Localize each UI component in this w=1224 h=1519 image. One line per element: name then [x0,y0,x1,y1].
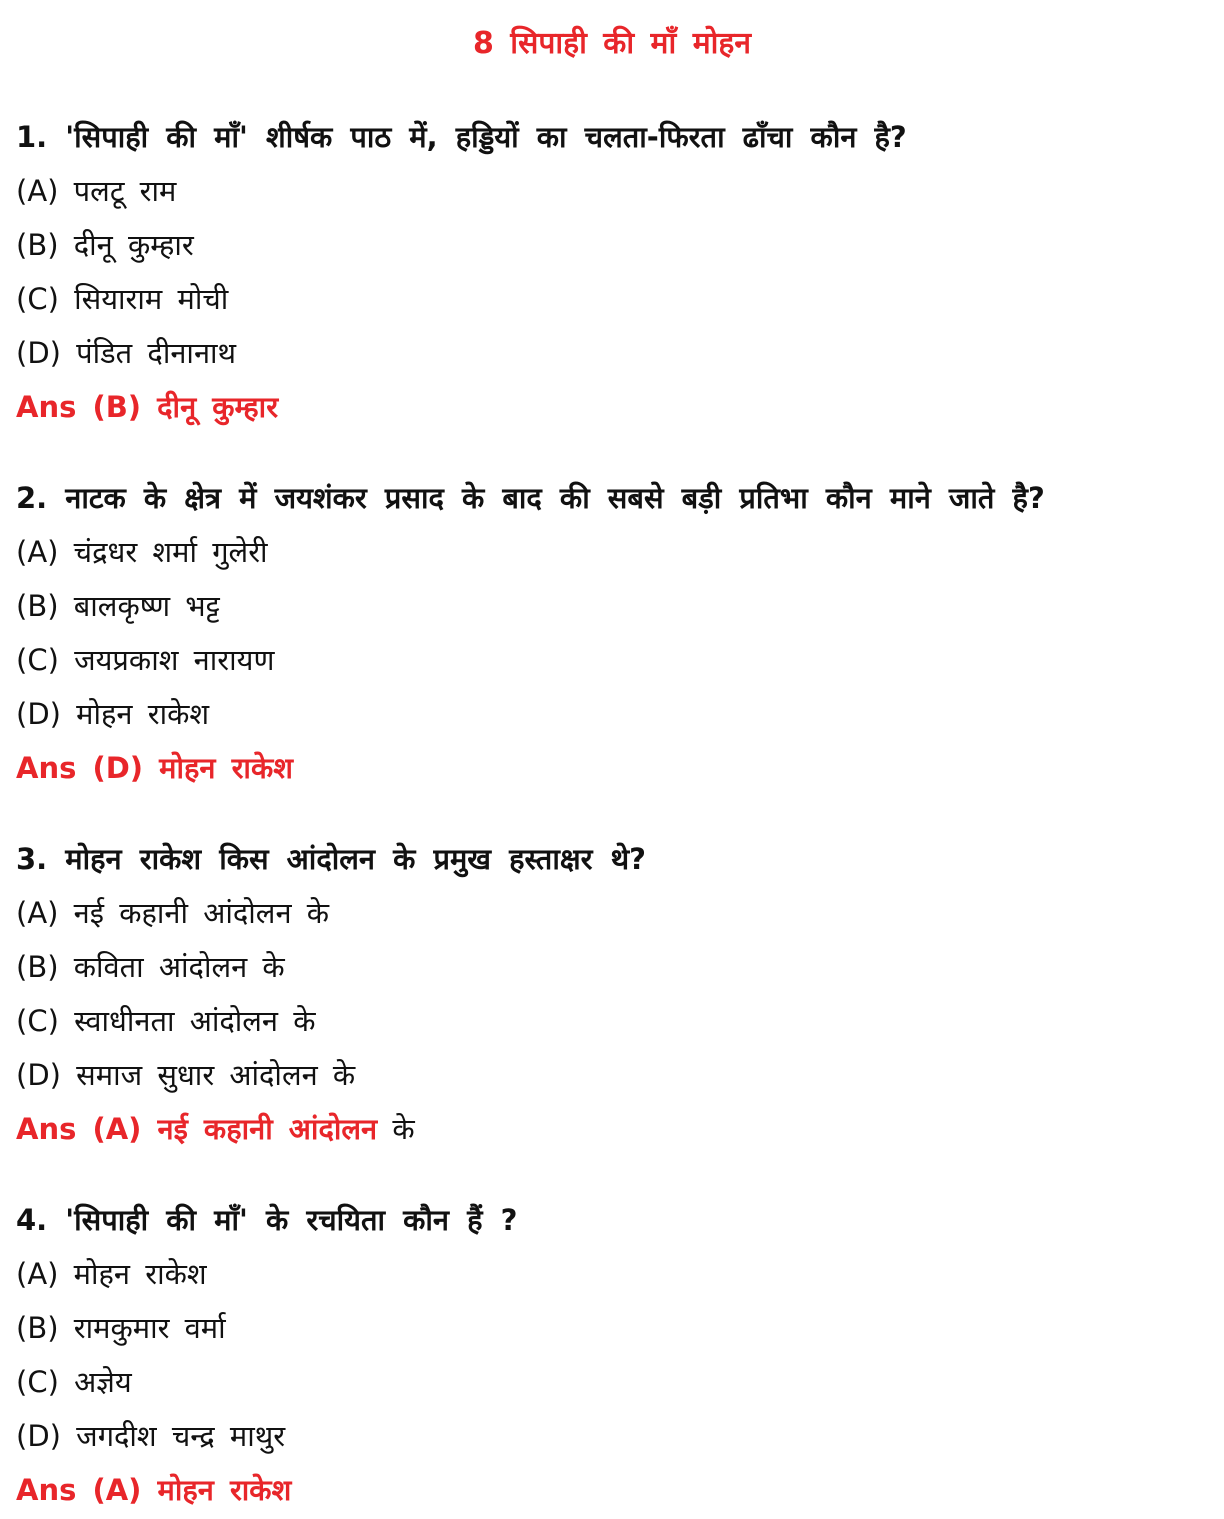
option-d: (D) पंडित दीनानाथ [16,336,237,370]
option-d: (D) जगदीश चन्द्र माथुर [16,1419,286,1453]
option-a: (A) चंद्रधर शर्मा गुलेरी [16,535,268,569]
option-d: (D) समाज सुधार आंदोलन के [16,1058,356,1092]
option-c: (C) स्वाधीनता आंदोलन के [16,1004,316,1038]
option-b: (B) दीनू कुम्हार [16,228,194,262]
question-text: 1. 'सिपाही की माँ' शीर्षक पाठ में, हड्डियों का चलता-फिरता ढाँचा कौन है? [16,120,907,154]
option-a: (A) पलटू राम [16,174,177,208]
option-c: (C) सियाराम मोची [16,282,229,316]
question-text: 2. नाटक के क्षेत्र में जयशंकर प्रसाद के बाद की सबसे बड़ी प्रतिभा कौन माने जाते है? [16,481,1045,515]
answer-text: Ans (A) मोहन राकेश [16,1473,292,1507]
answer-line [16,380,1206,434]
answer-text: Ans (A) नई कहानी आंदोलन [16,1112,378,1146]
question-block-4 [16,1193,1206,1517]
question-text: 4. 'सिपाही की माँ' के रचयिता कौन हैं ? [16,1203,518,1237]
answer-text: Ans (B) दीनू कुम्हार [16,390,279,424]
option-a: (A) मोहन राकेश [16,1257,207,1291]
answer-tail: के [377,1112,415,1146]
question-text: 3. मोहन राकेश किस आंदोलन के प्रमुख हस्ताक्षर थे? [16,842,646,876]
option-b: (B) रामकुमार वर्मा [16,1311,226,1345]
answer-line [16,741,1206,795]
answer-line [16,1102,1206,1156]
option-b: (B) बालकृष्ण भट्ट [16,589,220,623]
option-b: (B) कविता आंदोलन के [16,950,285,984]
question-block-1 [16,110,1206,434]
option-c: (C) जयप्रकाश नारायण [16,643,275,677]
answer-line [16,1463,1206,1517]
option-a: (A) नई कहानी आंदोलन के [16,896,330,930]
question-block-2 [16,471,1206,795]
page-title: 8 सिपाही की माँ मोहन [472,26,752,61]
answer-text: Ans (D) मोहन राकेश [16,751,293,785]
question-block-3 [16,832,1206,1156]
option-c: (C) अज्ञेय [16,1365,132,1399]
option-d: (D) मोहन राकेश [16,697,210,731]
